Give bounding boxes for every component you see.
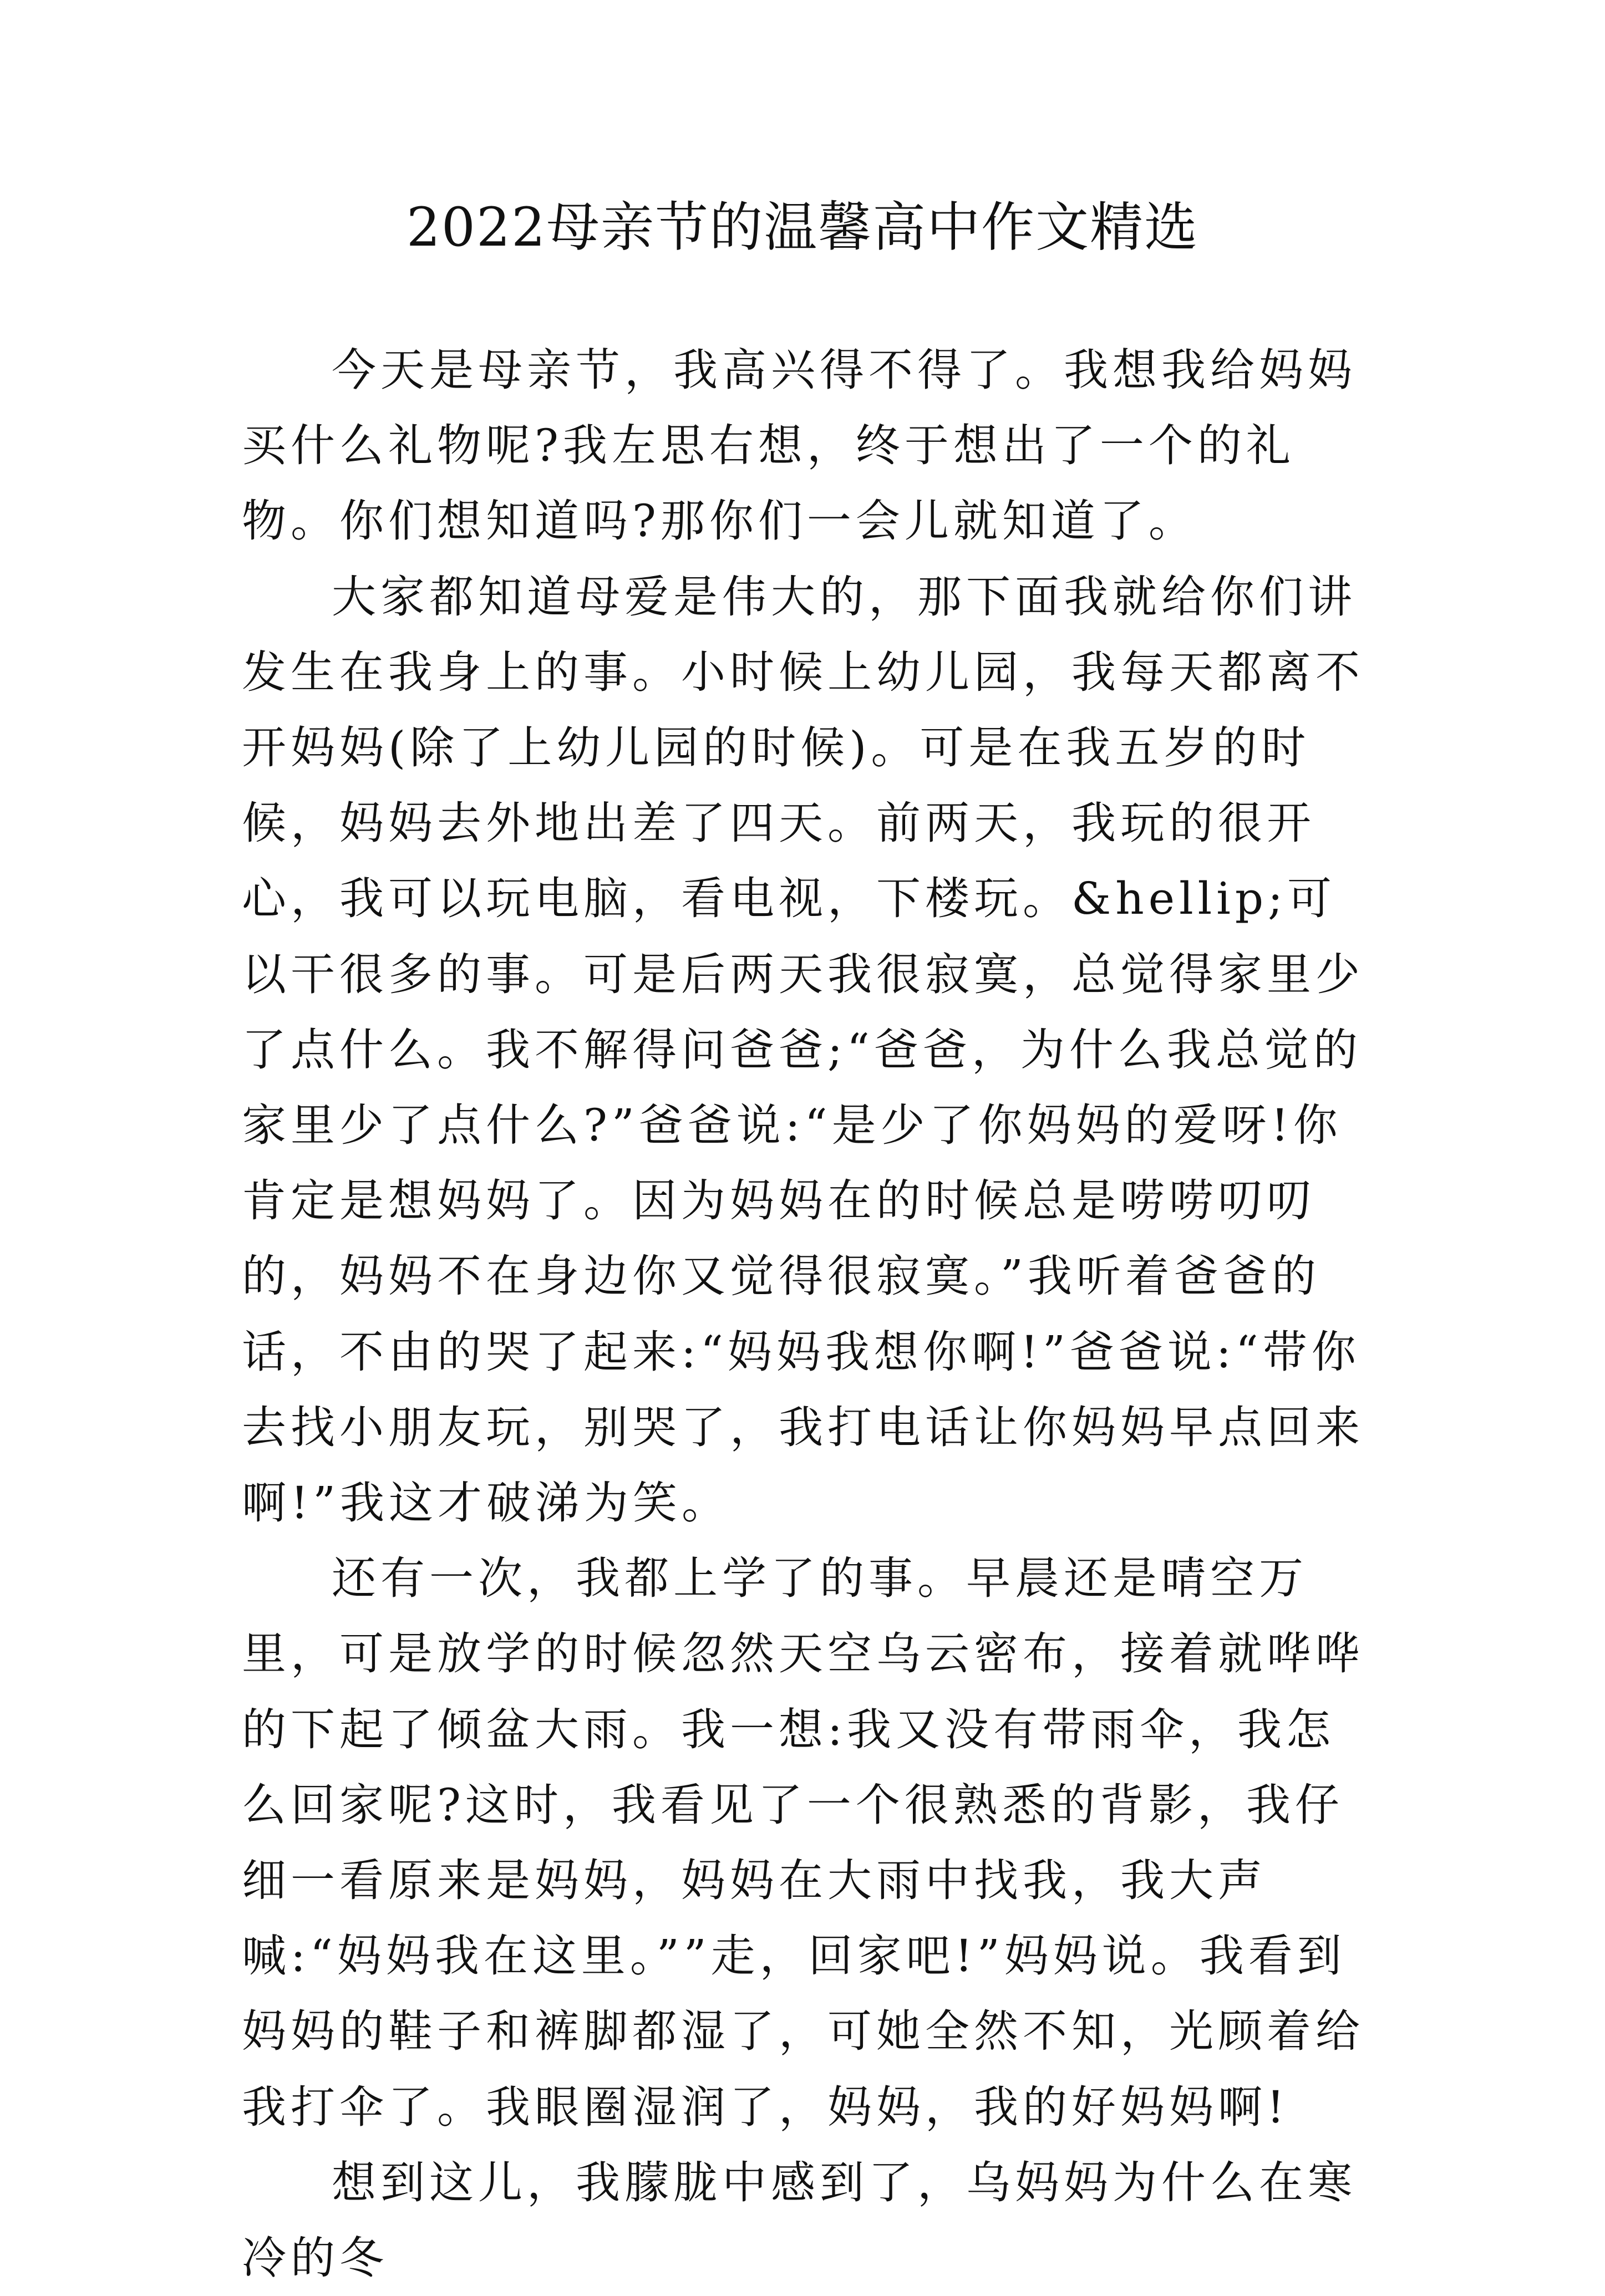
- paragraph-3: 还有一次，我都上学了的事。早晨还是晴空万里，可是放学的时候忽然天空乌云密布，接着就哗哗的下起了倾盆大雨。我一想:我又没有带雨伞，我怎么回家呢?这时，我看见了一个很熟悉的背影，我仔细一看原来是妈妈，妈妈在大雨中找我，我大声喊:“妈妈我在这里。””走，回家吧!”妈妈说。我看到妈妈的鞋子和裤脚都湿了，可她全然不知，光顾着给我打伞了。我眼圈湿润了，妈妈，我的好妈妈啊!: [242, 1552, 1364, 2133]
- document-title: 2022母亲节的温馨高中作文精选: [406, 196, 1199, 258]
- paragraph-2: 大家都知道母爱是伟大的，那下面我就给你们讲发生在我身上的事。小时候上幼儿园，我每天都离不开妈妈(除了上幼儿园的时候)。可是在我五岁的时候，妈妈去外地出差了四天。前两天，我玩的很开心，我可以玩电脑，看电视，下楼玩。&hellip;可以干很多的事。可是后两天我很寂寞，总觉得家里少了点什么。我不解得问爸爸;“爸爸，为什么我总觉的家里少了点什么?”爸爸说:“是少了你妈妈的爱呀!你肯定是想妈妈了。因为妈妈在的时候总是唠唠叨叨的，妈妈不在身边你又觉得很寂寞。”我听着爸爸的话，不由的哭了起来:“妈妈我想你啊!”爸爸说:“带你去找小朋友玩，别哭了，我打电话让你妈妈早点回来啊!”我这才破涕为笑。: [242, 571, 1364, 1529]
- paragraph-1: 今天是母亲节，我高兴得不得了。我想我给妈妈买什么礼物呢?我左思右想，终于想出了一个的礼物。你们想知道吗?那你们一会儿就知道了。: [242, 344, 1357, 547]
- paragraph-4: 想到这儿，我朦胧中感到了，乌妈妈为什么在寒冷的冬: [242, 2156, 1357, 2284]
- document-body: [242, 333, 1373, 2296]
